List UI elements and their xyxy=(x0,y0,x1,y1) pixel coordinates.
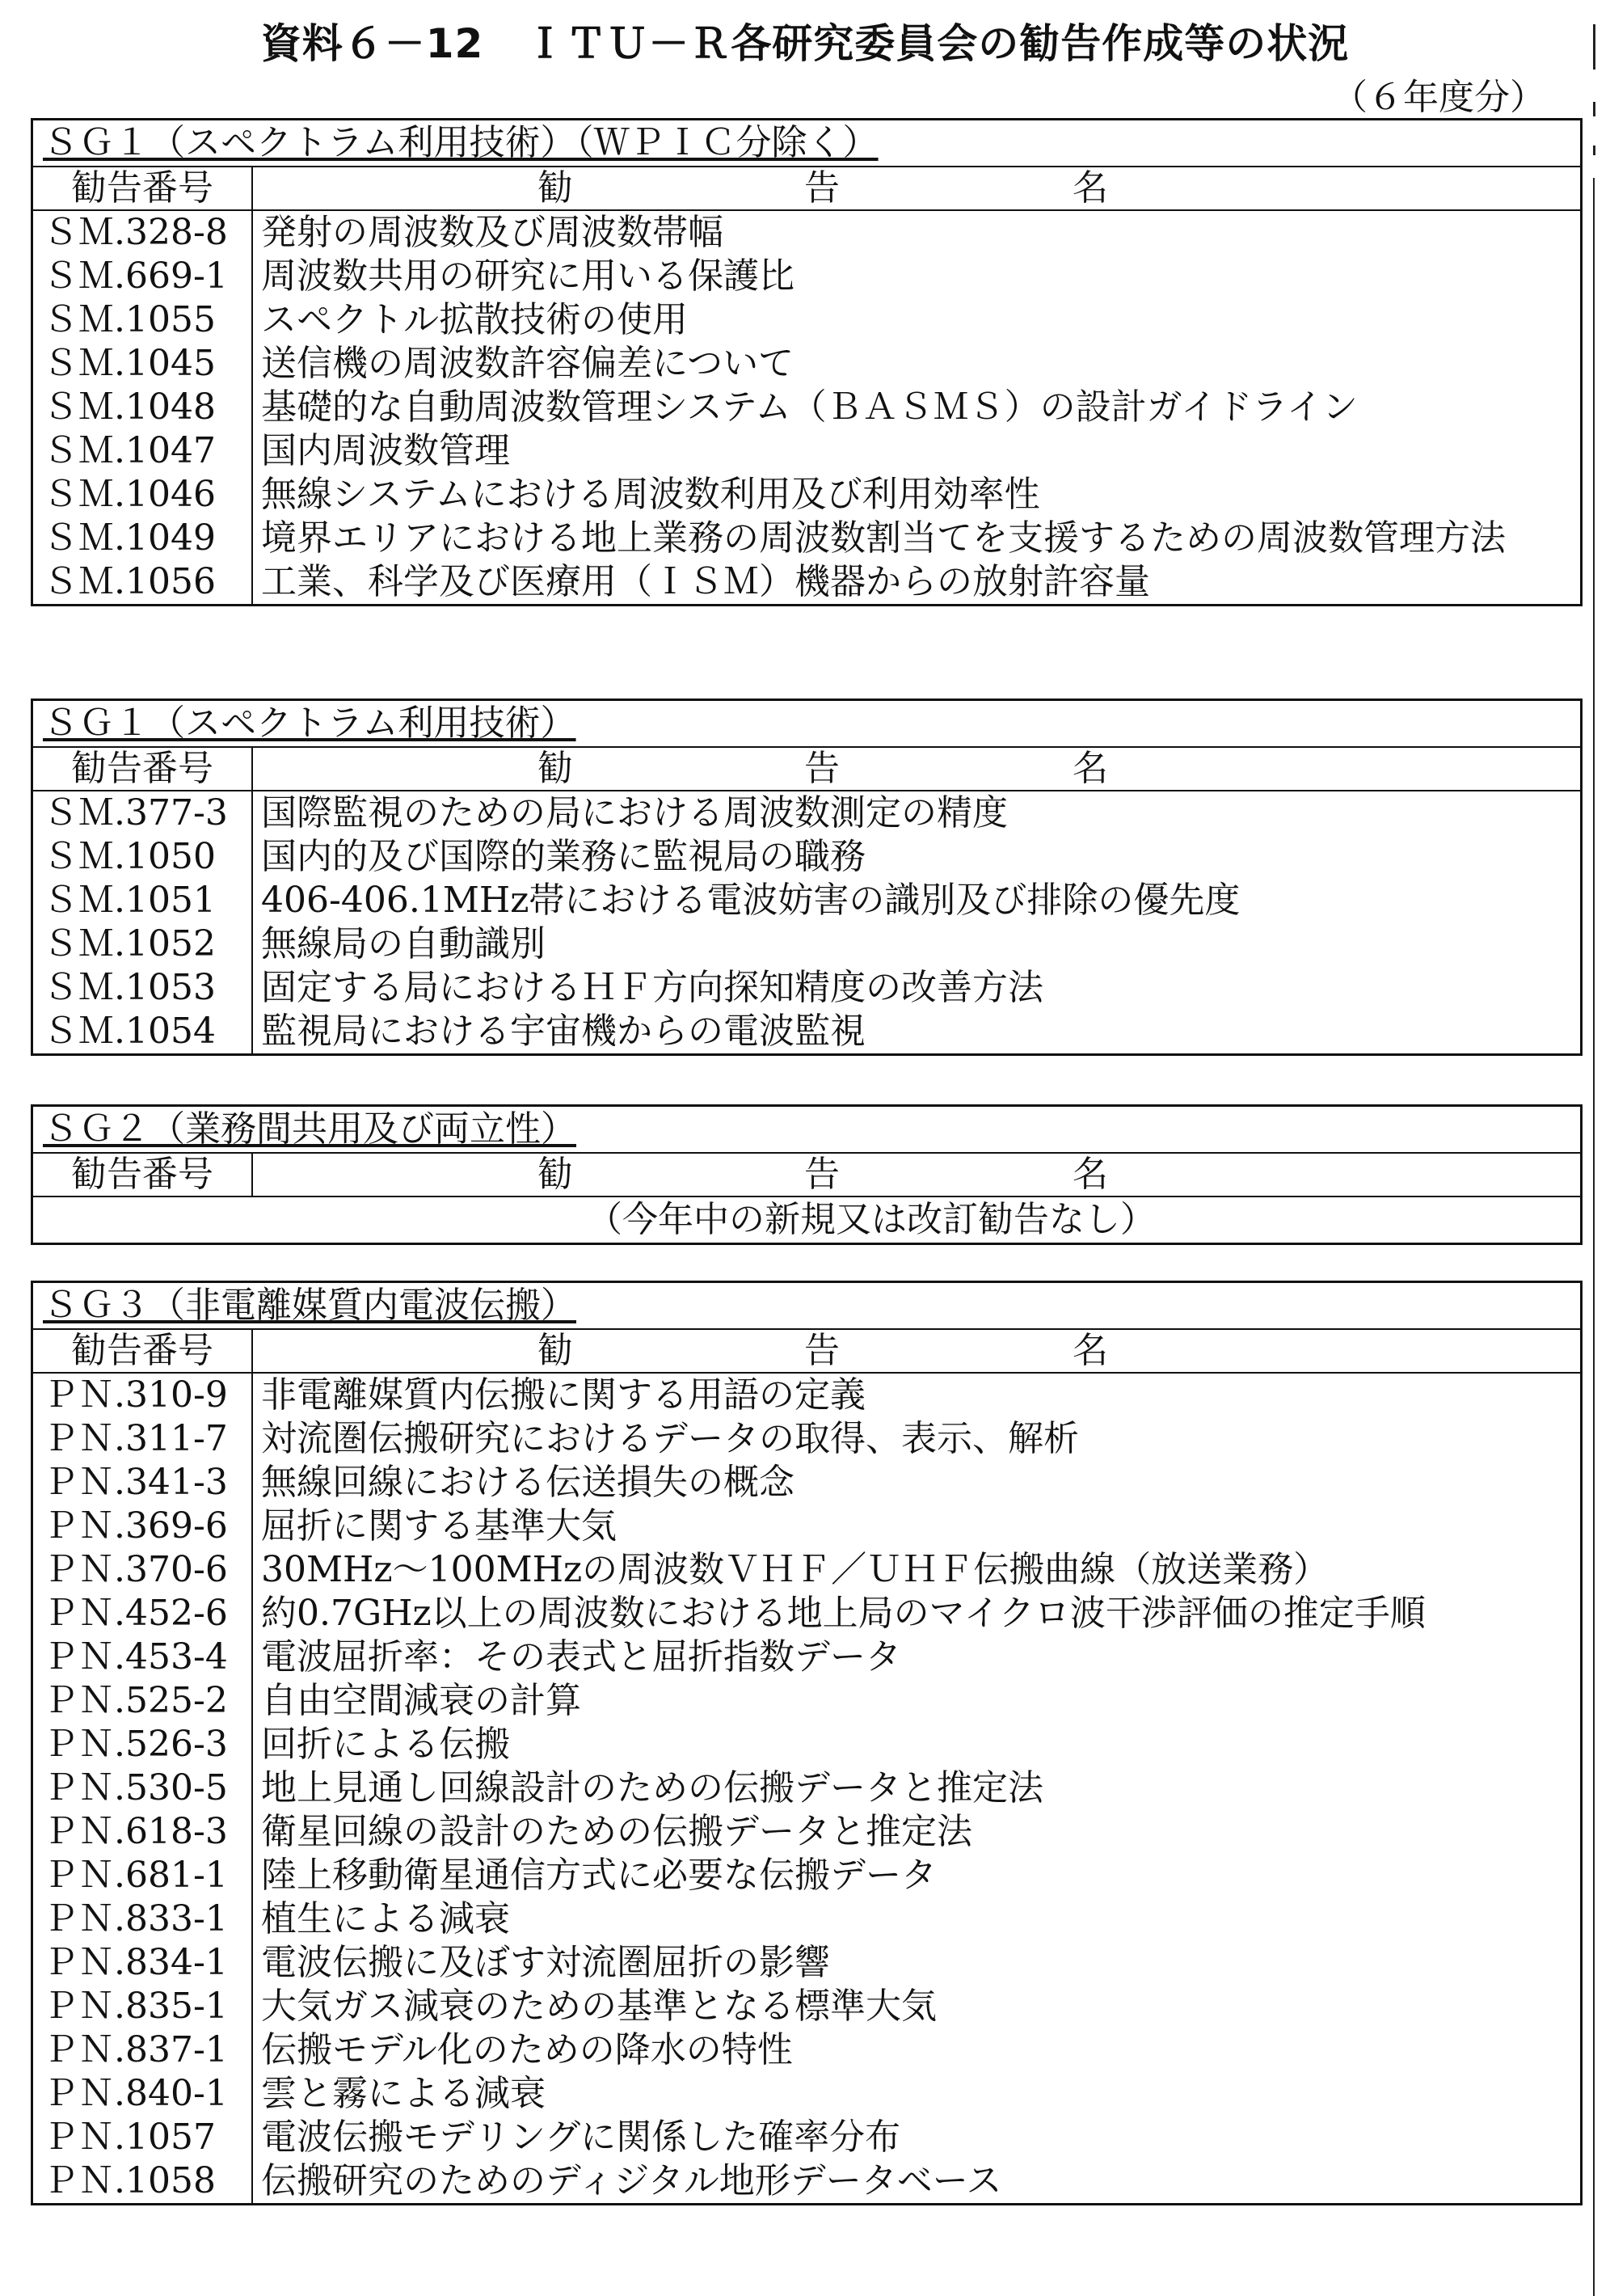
column-number-header: 勧告番号 xyxy=(33,167,253,209)
table-row: ＰＮ.530-5 地上見通し回線設計のための伝搬データと推定法 xyxy=(33,1766,1580,1810)
column-name-header: 勧 告 名 xyxy=(537,748,1108,789)
sg3-table xyxy=(31,1281,1583,2205)
table-row: ＰＮ.311-7 対流圏伝搬研究におけるデータの取得、表示、解析 xyxy=(33,1417,1580,1461)
table-row: ＰＮ.681-1 陸上移動衛星通信方式に必要な伝搬データ xyxy=(33,1854,1580,1897)
table-row: ＳＭ.1046 無線システムにおける周波数利用及び利用効率性 xyxy=(33,473,1580,517)
table-row: ＳＭ.1056 工業、科学及び医療用（ＩＳＭ）機器からの放射許容量 xyxy=(33,560,1580,604)
table-row: ＳＭ.1050 国内的及び国際的業務に監視局の職務 xyxy=(33,835,1580,879)
column-name-header: 勧 告 名 xyxy=(537,1154,1108,1195)
table-row: ＳＭ.1049 境界エリアにおける地上業務の周波数割当てを支援するための周波数管理方法 xyxy=(33,517,1580,560)
table-row: ＰＮ.370-6 30MHz～100MHzの周波数ＶＨＦ／ＵＨＦ伝搬曲線（放送業務） xyxy=(33,1548,1580,1592)
sg1-table-excluding-wpic xyxy=(31,118,1583,606)
table-row: ＳＭ.1054 監視局における宇宙機からの電波監視 xyxy=(33,1010,1580,1053)
table-header: ＳＧ１（スペクトラム利用技術） xyxy=(33,701,1580,748)
table-row: ＰＮ.525-2 自由空間減衰の計算 xyxy=(33,1679,1580,1723)
table-row: ＳＭ.1045 送信機の周波数許容偏差について xyxy=(33,342,1580,386)
table-row: ＰＮ.834-1 電波伝搬に及ぼす対流圏屈折の影響 xyxy=(33,1941,1580,1985)
column-name-header: 勧 告 名 xyxy=(537,1330,1108,1371)
table-row: ＰＮ.341-3 無線回線における伝送損失の概念 xyxy=(33,1461,1580,1505)
table-header: ＳＧ２（業務間共用及び両立性） xyxy=(33,1107,1580,1154)
table-row: ＰＮ.837-1 伝搬モデル化のための降水の特性 xyxy=(33,2028,1580,2072)
column-number-header: 勧告番号 xyxy=(33,1154,253,1196)
scan-edge-marks xyxy=(1591,24,1599,2272)
table-row: ＳＭ.1048 基礎的な自動周波数管理システム（ＢＡＳＭＳ）の設計ガイドライン xyxy=(33,386,1580,429)
table-row: ＰＮ.310-9 非電離媒質内伝搬に関する用語の定義 xyxy=(33,1374,1580,1417)
table-row: ＳＭ.328-8 発射の周波数及び周波数帯幅 xyxy=(33,211,1580,255)
table-row: ＳＭ.1052 無線局の自動識別 xyxy=(33,922,1580,966)
column-name-header: 勧 告 名 xyxy=(537,167,1108,209)
sg1-table xyxy=(31,699,1583,1056)
fiscal-year-label: （６年度分） xyxy=(1332,77,1545,118)
column-header-row xyxy=(33,1330,1580,1374)
table-header: ＳＧ３（非電離媒質内電波伝搬） xyxy=(33,1283,1580,1330)
table-row: ＳＭ.1053 固定する局におけるＨＦ方向探知精度の改善方法 xyxy=(33,966,1580,1010)
column-number-header: 勧告番号 xyxy=(33,1330,253,1372)
sg2-table xyxy=(31,1104,1583,1245)
table-row: ＰＮ.526-3 回折による伝搬 xyxy=(33,1723,1580,1766)
page-title: 資料６－12 ＩＴＵ－Ｒ各研究委員会の勧告作成等の状況 xyxy=(260,20,1350,67)
table-row: ＰＮ.618-3 衛星回線の設計のための伝搬データと推定法 xyxy=(33,1810,1580,1854)
column-header-row xyxy=(33,1154,1580,1197)
table-row: ＳＭ.669-1 周波数共用の研究に用いる保護比 xyxy=(33,255,1580,298)
table-row: ＳＭ.1047 国内周波数管理 xyxy=(33,429,1580,473)
table-row: ＰＮ.833-1 植生による減衰 xyxy=(33,1897,1580,1941)
column-header-row xyxy=(33,167,1580,211)
table-row: ＰＮ.840-1 雲と霧による減衰 xyxy=(33,2072,1580,2116)
table-row: ＰＮ.835-1 大気ガス減衰のための基準となる標準大気 xyxy=(33,1985,1580,2028)
table-row: ＳＭ.1055 スペクトル拡散技術の使用 xyxy=(33,298,1580,342)
column-header-row xyxy=(33,748,1580,791)
table-row: ＳＭ.377-3 国際監視のための局における周波数測定の精度 xyxy=(33,791,1580,835)
table-row: ＰＮ.452-6 約0.7GHz以上の周波数における地上局のマイクロ波干渉評価の推定手順 xyxy=(33,1592,1580,1635)
table-row: ＰＮ.1058 伝搬研究のためのディジタル地形データベース xyxy=(33,2159,1580,2203)
table-row: ＰＮ.369-6 屈折に関する基準大気 xyxy=(33,1505,1580,1548)
table-header: ＳＧ１（スペクトラム利用技術）（ＷＰＩＣ分除く） xyxy=(33,120,1580,167)
table-row: ＰＮ.1057 電波伝搬モデリングに関係した確率分布 xyxy=(33,2116,1580,2159)
table-row: ＳＭ.1051 406-406.1MHz帯における電波妨害の識別及び排除の優先度 xyxy=(33,879,1580,922)
column-number-header: 勧告番号 xyxy=(33,748,253,790)
no-recommendations-note: （今年中の新規又は改訂勧告なし） xyxy=(587,1199,1156,1240)
table-row: ＰＮ.453-4 電波屈折率：その表式と屈折指数データ xyxy=(33,1635,1580,1679)
